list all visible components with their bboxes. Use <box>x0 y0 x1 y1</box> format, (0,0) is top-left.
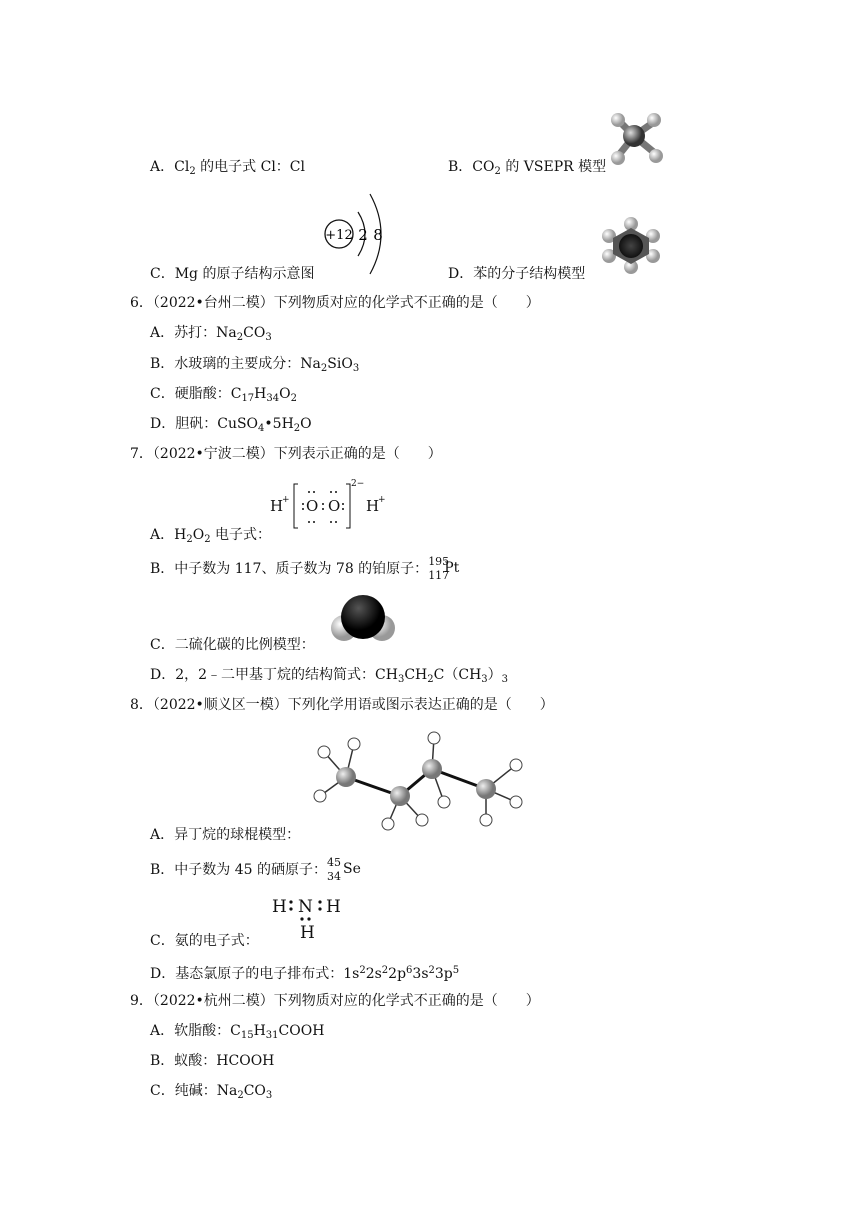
q9-option-a: A．软脂酸：$C_{15}H_{31}COOH$ <box>150 1023 325 1041</box>
q7-option-b: B．中子数为 117、质子数为 78 的铂原子： 195 117 Pt <box>150 555 460 582</box>
mg-nucleus-charge: +12 <box>325 228 353 243</box>
n-symbol: N <box>298 897 313 917</box>
q8-option-d: D．基态氯原子的电子排布式：$1s^22s^22p^63s^23p^5$ <box>150 965 460 982</box>
q7-option-a: A．$H_2O_2$ 电子式： <box>150 527 272 545</box>
q6-stem: 6．（2022•台州二模）下列物质对应的化学式不正确的是（ ） <box>130 295 540 311</box>
benzene-model-image <box>598 216 664 274</box>
q5-option-b: B．$CO_2$ 的 VSEPR 模型 <box>448 159 607 177</box>
h-plus-left: + <box>282 495 290 505</box>
h-symbol-left: H <box>272 897 287 917</box>
q8-option-c: C．氨的电子式： <box>150 933 259 949</box>
peroxide-charge: 2− <box>351 479 365 489</box>
q9-stem: 9．（2022•杭州二模）下列物质对应的化学式不正确的是（ ） <box>130 993 540 1009</box>
q9-option-b: B．蚁酸：HCOOH <box>150 1053 275 1069</box>
q7-option-d: D．2，2﹣二甲基丁烷的结构简式：$CH_3CH_2C(CH_3)_3$ <box>150 667 509 685</box>
q5-option-a: A．$Cl_2$ 的电子式 Cl：Cl <box>150 159 305 177</box>
mg-shell-1-count: 2 <box>358 226 368 244</box>
mg-shell-2-count: 8 <box>373 226 383 244</box>
q9-option-c: C．纯碱：$Na_2CO_3$ <box>150 1083 273 1101</box>
q6-option-a: A．苏打：$Na_2CO_3$ <box>150 325 272 343</box>
se-nuclide: 45 34 Se <box>327 856 361 883</box>
q6-option-b: B．水玻璃的主要成分：$Na_2SiO_3$ <box>150 356 360 374</box>
co2-vsepr-model-image <box>604 108 668 170</box>
o-symbol-1: O <box>306 497 319 515</box>
q7-option-c: C．二硫化碳的比例模型： <box>150 637 315 653</box>
q7-stem: 7．（2022•宁波二模）下列表示正确的是（ ） <box>130 446 442 462</box>
mg-atomic-structure-diagram <box>320 188 390 280</box>
h-symbol-bottom: H <box>300 923 315 943</box>
o-symbol-2: O <box>328 497 341 515</box>
q8-stem: 8．（2022•顺义区一模）下列化学用语或图示表达正确的是（ ） <box>130 697 554 713</box>
q6-option-d: D．胆矾：$CuSO_4•5H_2O$ <box>150 416 312 434</box>
h-plus-right: + <box>378 495 386 505</box>
q8-option-b: B．中子数为 45 的硒原子： 45 34 Se <box>150 856 361 883</box>
h-symbol-right: H <box>326 897 341 917</box>
q5-option-d: D．苯的分子结构模型 <box>448 266 586 282</box>
nh3-electron-formula-image <box>268 890 348 942</box>
pt-nuclide: 195 117 Pt <box>428 555 460 582</box>
q6-option-c: C．硬脂酸：$C_{17}H_{34}O_2$ <box>150 386 297 404</box>
q8-option-a: A．异丁烷的球棍模型： <box>150 827 301 843</box>
q5-option-c: C．Mg 的原子结构示意图 <box>150 266 315 282</box>
h2o2-electron-formula-image <box>268 478 398 532</box>
isobutane-ball-stick-model-image <box>310 732 530 832</box>
cs2-space-filling-model-image <box>328 594 398 644</box>
h-symbol-right: H <box>366 497 380 515</box>
h-symbol-left: H <box>270 497 284 515</box>
